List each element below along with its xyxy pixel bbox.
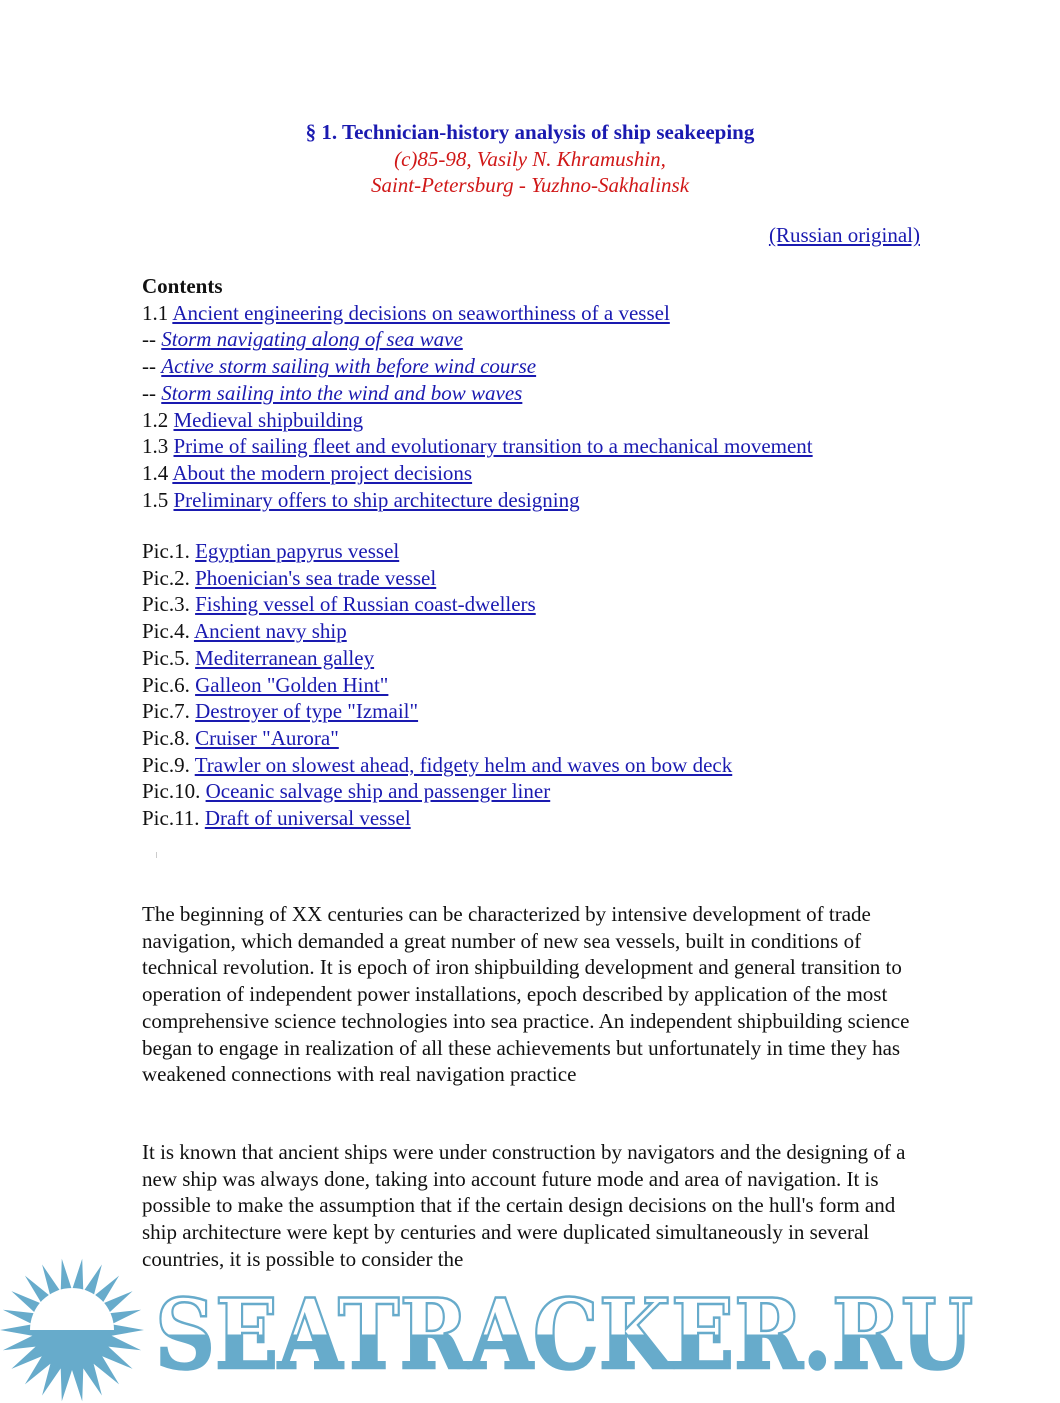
picture-link[interactable]: Mediterranean galley	[195, 645, 375, 670]
contents-prefix: --	[142, 354, 162, 379]
contents-item	[142, 326, 927, 353]
picture-item	[142, 698, 927, 725]
contents-prefix: 1.5	[142, 487, 174, 512]
contents-link[interactable]: Active storm sailing with before wind course	[161, 354, 537, 379]
contents-link[interactable]: Ancient engineering decisions on seaworthiness of a vessel	[172, 300, 670, 325]
contents-prefix: 1.1	[142, 300, 173, 325]
page-title: § 1. Technician-history analysis of ship seakeeping	[305, 120, 755, 144]
picture-item	[142, 778, 927, 805]
contents-item	[142, 407, 927, 434]
picture-link[interactable]: Egyptian papyrus vessel	[195, 539, 400, 563]
location-line: Saint-Petersburg - Yuzhno-Sakhalinsk	[370, 173, 690, 197]
picture-item	[142, 645, 927, 672]
picture-prefix: Pic.6.	[142, 672, 196, 697]
divider-mark	[156, 852, 157, 858]
contents-item	[142, 380, 927, 407]
contents-prefix: 1.3	[142, 434, 174, 459]
contents-prefix: 1.4	[142, 460, 173, 485]
seatracker-logo	[0, 1258, 991, 1403]
pictures-list	[142, 538, 927, 832]
picture-link[interactable]: Ancient navy ship	[193, 619, 347, 644]
picture-item	[142, 805, 927, 832]
picture-link[interactable]: Trawler on slowest ahead, fidgety helm and waves on bow deck	[194, 752, 733, 777]
contents-item	[142, 300, 927, 327]
picture-prefix: Pic.11.	[142, 806, 205, 831]
contents-prefix: 1.2	[142, 407, 174, 432]
picture-prefix: Pic.7.	[142, 699, 196, 724]
picture-prefix: Pic.9.	[142, 752, 195, 777]
russian-original-link[interactable]: (Russian original)	[768, 223, 920, 247]
picture-item	[142, 752, 927, 779]
picture-link[interactable]: Oceanic salvage ship and passenger liner	[205, 779, 551, 804]
picture-link[interactable]: Draft of universal vessel	[204, 806, 411, 831]
picture-link[interactable]: Fishing vessel of Russian coast-dwellers	[195, 592, 536, 617]
picture-link[interactable]: Cruiser "Aurora"	[195, 725, 339, 750]
picture-prefix: Pic.5.	[142, 645, 196, 670]
contents-heading: Contents	[142, 274, 223, 298]
contents-item	[142, 460, 927, 487]
sun-icon	[0, 1259, 144, 1402]
contents-item	[142, 353, 927, 380]
contents-prefix: --	[142, 380, 162, 405]
contents-link[interactable]: Medieval shipbuilding	[173, 407, 364, 432]
body-paragraph: It is known that ancient ships were under construction by navigators and the designing of a new ship was always done, taking into account future mode and area of navigation. It is possible to make the assumption that if the certain design decisions on the hull's form and ship architecture were kept by centuries and were duplicated simultaneously in several countries, it is possible to consider the	[142, 1140, 906, 1271]
body-paragraph: The beginning of XX centuries can be characterized by intensive development of trade navigation, which demanded a great number of new sea vessels, built in conditions of technical revolution. It is epoch of iron shipbuilding development and general transition to operation of independent power installations, epoch described by application of the most comprehensive science technologies into sea practice. An independent shipbuilding science began to engage in realization of all these achievements but unfortunately in time they has weakened connections with real navigation practice	[142, 902, 910, 1087]
picture-prefix: Pic.2.	[142, 565, 196, 590]
contents-item	[142, 433, 927, 460]
svg-text:SEATRACKER.RU: SEATRACKER.RU	[155, 1278, 973, 1391]
contents-link[interactable]: Storm navigating along of sea wave	[161, 327, 463, 352]
contents-item	[142, 487, 927, 514]
contents-link[interactable]: Storm sailing into the wind and bow waves	[161, 380, 523, 405]
contents-list	[142, 273, 927, 513]
picture-prefix: Pic.10.	[142, 779, 206, 804]
picture-link[interactable]: Destroyer of type "Izmail"	[195, 699, 419, 724]
contents-link[interactable]: Prime of sailing fleet and evolutionary transition to a mechanical movement	[173, 434, 813, 459]
contents-link[interactable]: About the modern project decisions	[172, 460, 473, 485]
picture-link[interactable]: Galleon "Golden Hint"	[195, 672, 389, 697]
picture-prefix: Pic.8.	[142, 725, 196, 750]
picture-item	[142, 591, 927, 618]
picture-item	[142, 538, 927, 565]
contents-prefix: --	[142, 327, 162, 352]
picture-item	[142, 565, 927, 592]
picture-link[interactable]: Phoenician's sea trade vessel	[195, 565, 437, 590]
picture-item	[142, 672, 927, 699]
contents-link[interactable]: Preliminary offers to ship architecture designing	[173, 487, 580, 512]
picture-prefix: Pic.3.	[142, 592, 196, 617]
picture-item	[142, 725, 927, 752]
picture-prefix: Pic.4.	[142, 619, 194, 644]
picture-item	[142, 618, 927, 645]
page-header	[0, 119, 1060, 199]
picture-prefix: Pic.1.	[142, 539, 196, 563]
copyright-line: (c)85-98, Vasily N. Khramushin,	[394, 146, 666, 171]
